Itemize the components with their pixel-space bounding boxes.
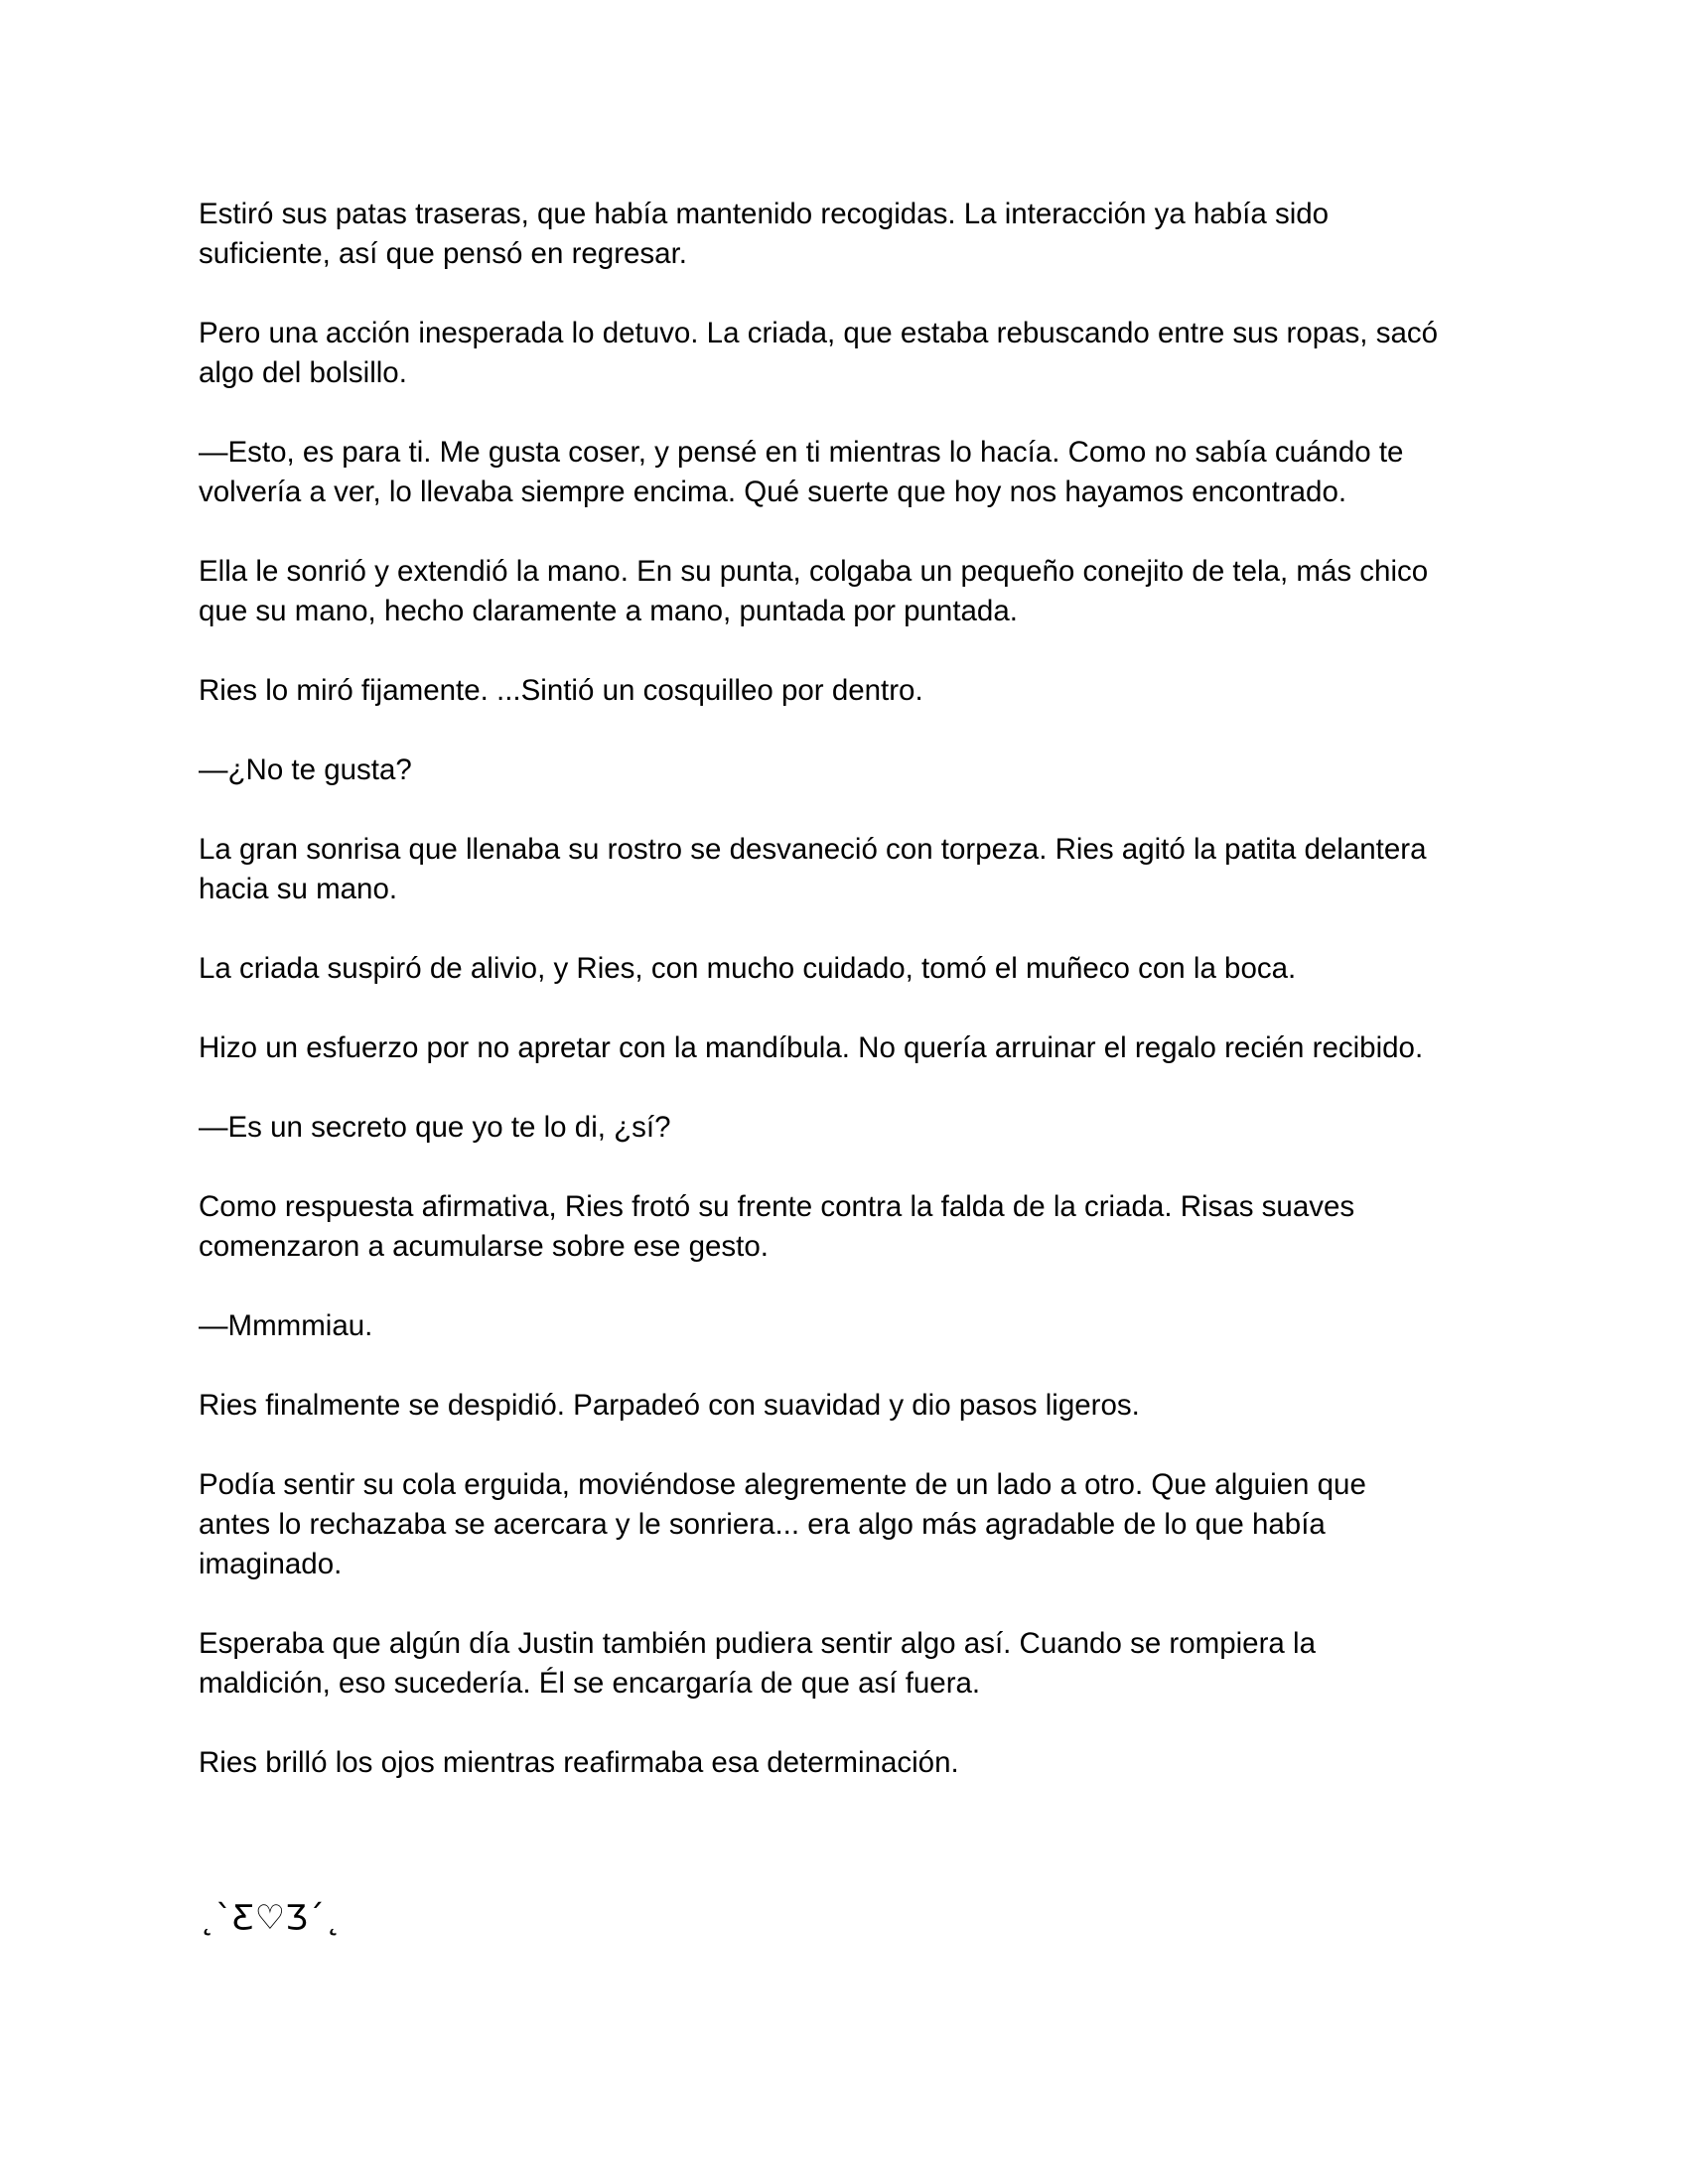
paragraph-7: La gran sonrisa que llenaba su rostro se desvaneció con torpeza. Ries agitó la patita delantera hacia su mano. (199, 833, 1427, 905)
heart-ornament: ˛ˋƸ♡Ʒˊ˛ (199, 1898, 342, 1938)
paragraph-2: Pero una acción inesperada lo detuvo. La criada, que estaba rebuscando entre sus ropas, sacó algo del bolsillo. (199, 317, 1439, 389)
paragraph-14: Podía sentir su cola erguida, moviéndose alegremente de un lado a otro. Que alguien que antes lo rechazaba se acercara y le sonriera... era algo más agradable de lo que había imaginado. (199, 1468, 1366, 1580)
paragraph-9: Hizo un esfuerzo por no apretar con la mandíbula. No quería arruinar el regalo recién recibido. (199, 1031, 1424, 1064)
document-body (199, 195, 1509, 1823)
paragraph-10: —Es un secreto que yo te lo di, ¿sí? (199, 1111, 671, 1144)
paragraph-8: La criada suspiró de alivio, y Ries, con mucho cuidado, tomó el muñeco con la boca. (199, 952, 1297, 985)
paragraph-15: Esperaba que algún día Justin también pudiera sentir algo así. Cuando se rompiera la maldición, eso sucedería. Él se encargaría de que así fuera. (199, 1627, 1316, 1700)
paragraph-4: Ella le sonrió y extendió la mano. En su punta, colgaba un pequeño conejito de tela, más chico que su mano, hecho claramente a mano, puntada por puntada. (199, 555, 1429, 627)
paragraph-6: —¿No te gusta? (199, 753, 412, 786)
paragraph-16: Ries brilló los ojos mientras reafirmaba esa determinación. (199, 1746, 959, 1779)
paragraph-12: —Mmmmiau. (199, 1309, 373, 1342)
paragraph-13: Ries finalmente se despidió. Parpadeó con suavidad y dio pasos ligeros. (199, 1389, 1140, 1422)
paragraph-5: Ries lo miró fijamente. ...Sintió un cosquilleo por dentro. (199, 674, 923, 707)
paragraph-11: Como respuesta afirmativa, Ries frotó su frente contra la falda de la criada. Risas suaves comenzaron a acumularse sobre ese gesto. (199, 1190, 1355, 1263)
paragraph-1: Estiró sus patas traseras, que había mantenido recogidas. La interacción ya había sido suficiente, así que pensó en regresar. (199, 198, 1330, 270)
paragraph-3: —Esto, es para ti. Me gusta coser, y pensé en ti mientras lo hacía. Como no sabía cuándo te volvería a ver, lo llevaba siempre encima. Qué suerte que hoy nos hayamos encontrado. (199, 436, 1404, 508)
